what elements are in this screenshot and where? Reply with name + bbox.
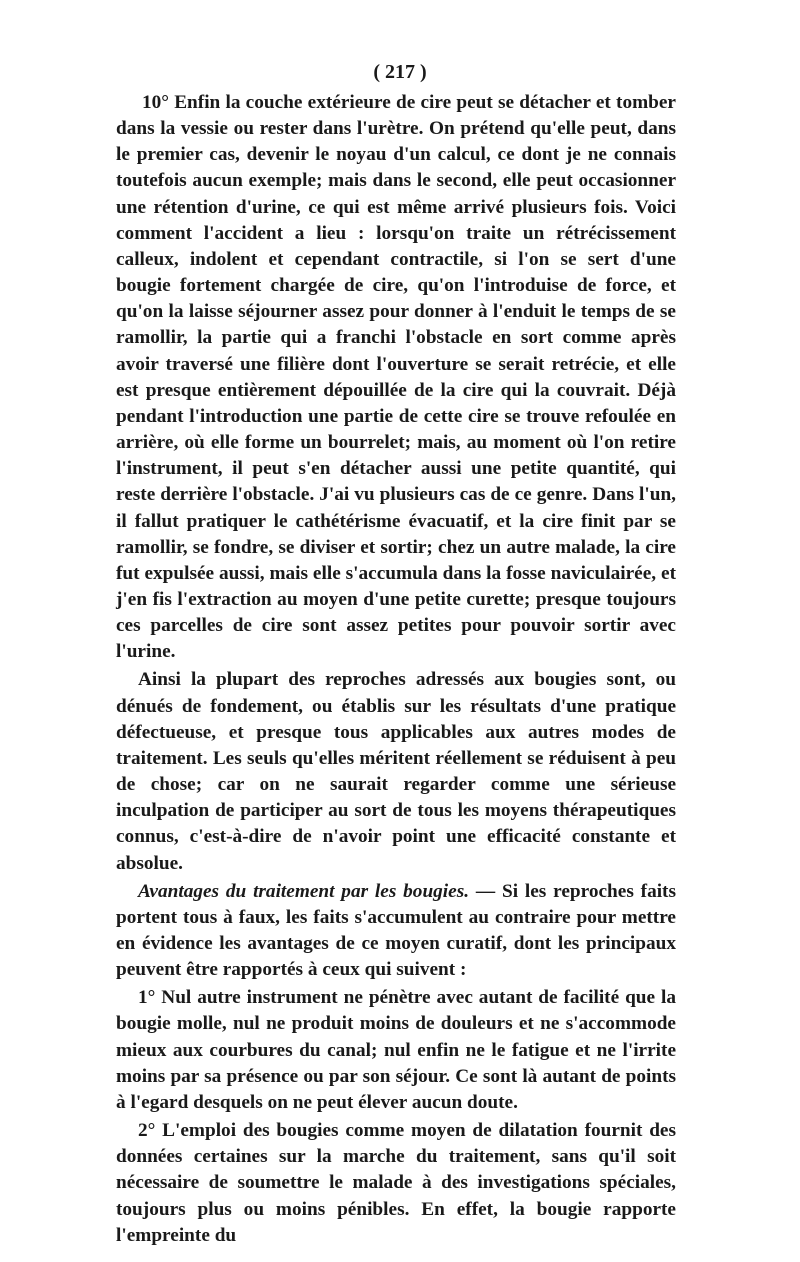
page-number: ( 217 )	[373, 61, 427, 83]
body-text	[116, 90, 676, 1249]
paragraph-reproaches: Ainsi la plupart des reproches adressés aux bougies sont, ou dénués de fondement, ou établis sur les résultats d'une pratique défectueuse, et presque tous applicables aux autres modes de traitement. Les seuls qu'elles méritent réellement se réduisent à peu de chose; car on ne saurait regarder comme une sérieuse inculpation de participer au sort de tous les moyens thérapeutiques connus, c'est-à-dire de n'avoir point une efficacité constante et absolue.	[116, 669, 676, 874]
section-intro-text: — Si les reproches faits portent tous à faux, les faits s'accumulent au contraire pour mettre en évidence les avantages de ce moyen curatif, dont les principaux peuvent être rapportés à ceux qui suivent :	[116, 880, 676, 981]
paragraph-retention: 10° Enfin la couche extérieure de cire peut se détacher et tomber dans la vessie ou rester dans l'urètre. On prétend qu'elle peut, dans le premier cas, devenir le noyau d'un calcul, ce dont je ne connais toutefois aucun exemple; mais dans le second, elle peut occasionner une rétention d'urine, ce qui est même arrivé plusieurs fois. Voici comment l'accident a lieu : lorsqu'on traite un rétrécissement calleux, indolent et cependant contractile, si l'on se sert d'une bougie fortement chargée de cire, qu'on l'introduise de force, et qu'on la laisse séjourner assez pour donner à l'enduit le temps de se ramollir, la partie qui a franchi l'obstacle en sort comme après avoir traversé une filière dont l'ouverture se serait retrécie, et elle est presque entièrement dépouillée de la cire qui la couvrait. Déjà pendant l'introduction une partie de cette cire se trouve refoulée en arrière, où elle forme un bourrelet; mais, au moment où l'on retire l'instrument, il peut s'en détacher aussi une petite quantité, qui reste derrière l'obstacle. J'ai vu plusieurs cas de ce genre. Dans l'un, il fallut pratiquer le cathétérisme évacuatif, et la cire finit par se ramollir, se fondre, se diviser et sortir; chez un autre malade, la cire fut expulsée aussi, mais elle s'accumula dans la fosse naviculairée, et j'en fis l'extraction au moyen d'une petite curette; presque toujours ces parcelles de cire sont assez petites pour pouvoir sortir avec l'urine.	[116, 92, 676, 663]
section-heading: Avantages du traitement par les bougies.	[138, 880, 470, 902]
paragraph-advantages	[116, 879, 676, 984]
paragraph-advantage-1: 1° Nul autre instrument ne pénètre avec autant de facilité que la bougie molle, nul ne produit moins de douleurs et ne s'accommode mieux aux courbures du canal; nul enfin ne le fatigue et ne l'irrite moins par sa présence ou par son séjour. Ce sont là autant de points à l'egard desquels on ne peut élever aucun doute.	[116, 987, 676, 1113]
paragraph-advantage-2: 2° L'emploi des bougies comme moyen de dilatation fournit des données certaines sur la marche du traitement, sans qu'il soit nécessaire de soumettre le malade à des investigations spéciales, toujours plus ou moins pénibles. En effet, la bougie rapporte l'empreinte du	[116, 1120, 676, 1246]
